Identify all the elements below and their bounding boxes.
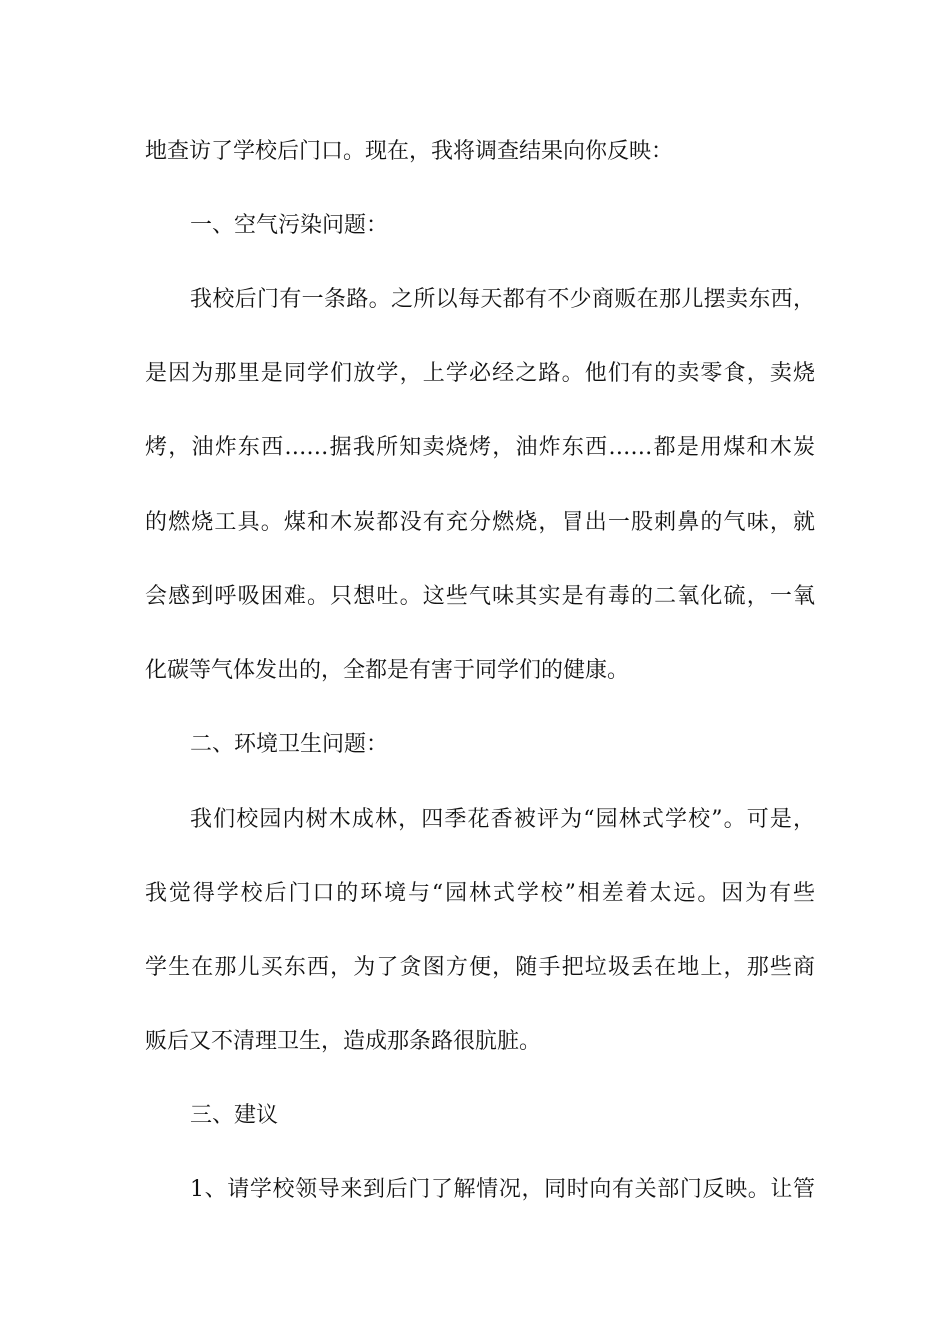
section-heading-suggestions: 三、建议 bbox=[190, 1103, 279, 1128]
paragraph-line: 的燃烧工具。煤和木炭都没有充分燃烧，冒出一股刺鼻的气味，就 bbox=[145, 510, 815, 535]
paragraph-line: 化碳等气体发出的，全都是有害于同学们的健康。 bbox=[145, 658, 630, 683]
section-heading-air-pollution: 一、空气污染问题： bbox=[190, 213, 389, 238]
suggestion-item: 1、请学校领导来到后门了解情况，同时向有关部门反映。让管 bbox=[190, 1177, 815, 1202]
section-heading-environment: 二、环境卫生问题： bbox=[190, 732, 389, 757]
paragraph-line: 是因为那里是同学们放学，上学必经之路。他们有的卖零食，卖烧 bbox=[145, 361, 815, 386]
paragraph-line: 我们校园内树木成林，四季花香被评为“园林式学校”。可是， bbox=[190, 807, 815, 832]
paragraph-line: 学生在那儿买东西，为了贪图方便，随手把垃圾丢在地上，那些商 bbox=[145, 955, 815, 980]
paragraph-line: 我觉得学校后门口的环境与“园林式学校”相差着太远。因为有些 bbox=[145, 881, 815, 906]
paragraph-line: 贩后又不清理卫生，造成那条路很肮脏。 bbox=[145, 1029, 542, 1054]
paragraph-line: 会感到呼吸困难。只想吐。这些气味其实是有毒的二氧化硫，一氧 bbox=[145, 584, 815, 609]
text-line: 地查访了学校后门口。现在，我将调查结果向你反映： bbox=[145, 139, 674, 164]
paragraph-line: 我校后门有一条路。之所以每天都有不少商贩在那儿摆卖东西， bbox=[190, 287, 815, 312]
paragraph-line: 烤，油炸东西……据我所知卖烧烤，油炸东西……都是用煤和木炭 bbox=[145, 435, 815, 460]
